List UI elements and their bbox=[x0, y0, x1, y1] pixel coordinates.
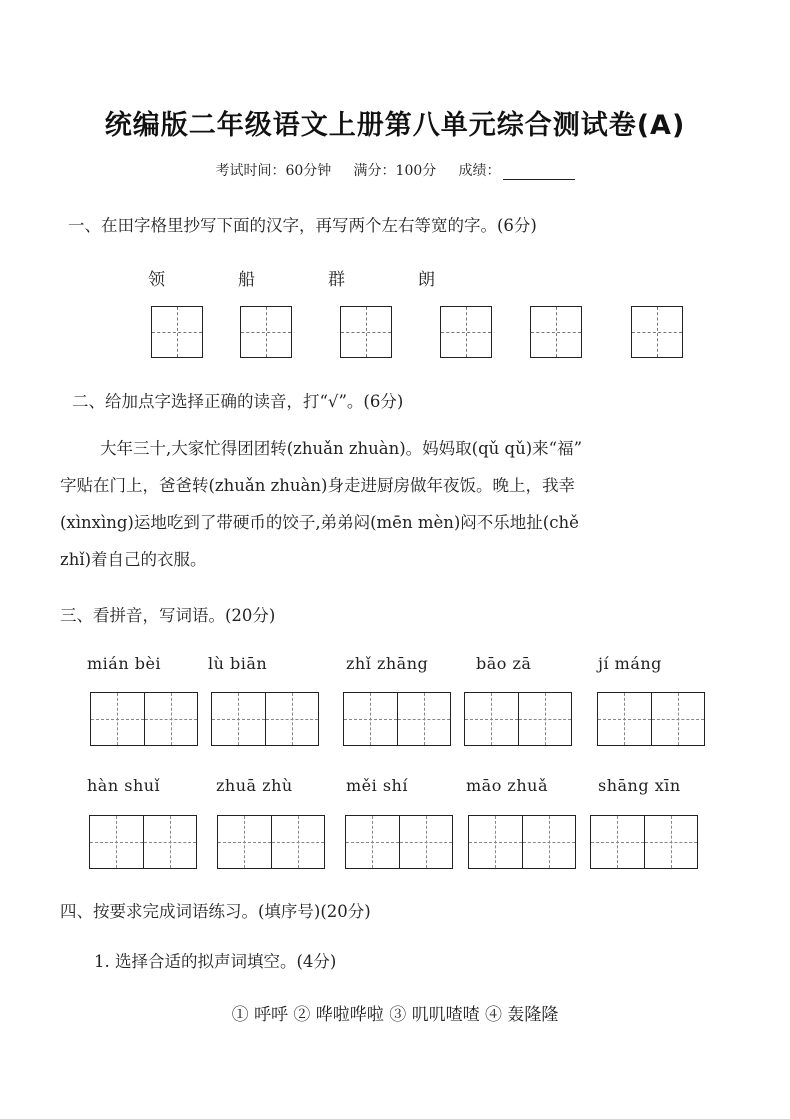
pinyin-label: māo zhuǎ bbox=[466, 776, 549, 795]
page-title: 统编版二年级语文上册第八单元综合测试卷(A) bbox=[104, 110, 686, 141]
char-item: 群 bbox=[328, 270, 345, 290]
word-grid[interactable] bbox=[90, 692, 198, 746]
full-score: 满分：100分 bbox=[353, 163, 437, 179]
char-item: 船 bbox=[238, 270, 255, 290]
pinyin-label: zhǐ zhāng bbox=[346, 654, 429, 673]
exam-meta bbox=[0, 160, 790, 180]
tian-grid[interactable] bbox=[530, 306, 582, 358]
section1-heading: 一、在田字格里抄写下面的汉字，再写两个左右等宽的字。(6分) bbox=[68, 216, 537, 235]
word-grid[interactable] bbox=[464, 692, 572, 746]
pinyin-label: bāo zā bbox=[476, 654, 532, 673]
word-grid[interactable] bbox=[345, 815, 453, 869]
passage-line: zhǐ)着自己的衣服。 bbox=[60, 550, 207, 569]
word-grid[interactable] bbox=[211, 692, 319, 746]
score-blank[interactable] bbox=[503, 165, 575, 180]
tian-grid[interactable] bbox=[631, 306, 683, 358]
char-item: 领 bbox=[148, 270, 165, 290]
word-grid[interactable] bbox=[217, 815, 325, 869]
word-grid[interactable] bbox=[89, 815, 197, 869]
tian-grid[interactable] bbox=[151, 306, 203, 358]
word-grid[interactable] bbox=[468, 815, 576, 869]
section3-heading: 三、看拼音，写词语。(20分) bbox=[60, 606, 276, 625]
word-grid[interactable] bbox=[343, 692, 451, 746]
exam-time: 考试时间：60分钟 bbox=[215, 163, 332, 179]
section4-heading: 四、按要求完成词语练习。(填序号)(20分) bbox=[60, 902, 371, 921]
passage-line: (xìnxìng)运地吃到了带硬币的饺子,弟弟闷(mēn mèn)闷不乐地扯(chě bbox=[60, 513, 579, 532]
pinyin-label: zhuā zhù bbox=[216, 776, 293, 795]
tian-grid[interactable] bbox=[240, 306, 292, 358]
pinyin-label: měi shí bbox=[346, 776, 408, 795]
tian-grid[interactable] bbox=[440, 306, 492, 358]
word-grid[interactable] bbox=[590, 815, 698, 869]
onomatopoeia-options: ① 呼呼 ② 哗啦哗啦 ③ 叽叽喳喳 ④ 轰隆隆 bbox=[231, 1005, 559, 1025]
pinyin-label: jí máng bbox=[598, 654, 662, 673]
pinyin-label: lù biān bbox=[208, 654, 268, 673]
word-grid[interactable] bbox=[597, 692, 705, 746]
section4-sub1: 1. 选择合适的拟声词填空。(4分) bbox=[94, 952, 337, 971]
pinyin-label: mián bèi bbox=[87, 654, 162, 673]
pinyin-label: hàn shuǐ bbox=[87, 776, 161, 795]
score-label: 成绩： bbox=[458, 163, 501, 179]
pinyin-label: shāng xīn bbox=[598, 776, 681, 795]
section2-heading: 二、给加点字选择正确的读音，打“√”。(6分) bbox=[72, 392, 404, 411]
section2-passage bbox=[60, 430, 740, 578]
char-item: 朗 bbox=[418, 270, 435, 290]
passage-line: 字贴在门上，爸爸转(zhuǎn zhuàn)身走进厨房做年夜饭。晚上，我幸 bbox=[60, 476, 575, 495]
passage-line: 大年三十,大家忙得团团转(zhuǎn zhuàn)。妈妈取(qǔ qǔ)来“福” bbox=[100, 439, 583, 458]
tian-grid[interactable] bbox=[340, 306, 392, 358]
